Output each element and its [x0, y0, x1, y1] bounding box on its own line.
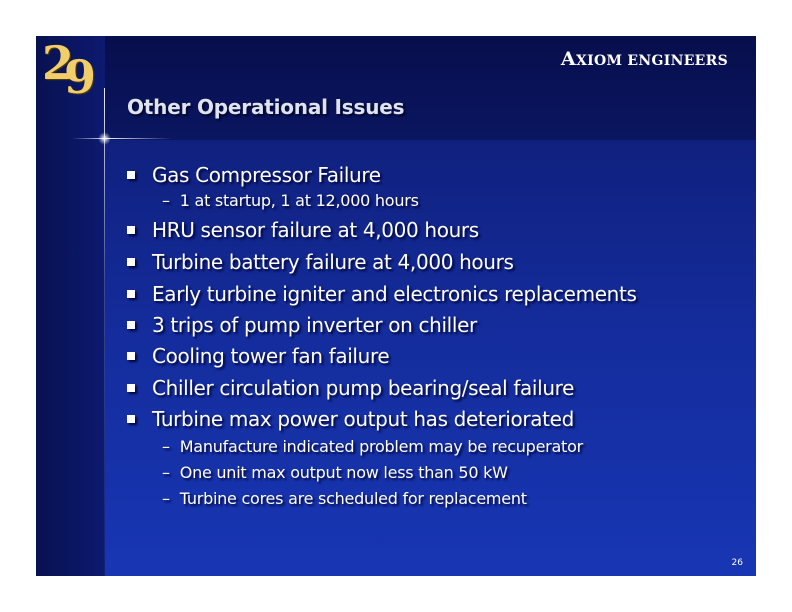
square-bullet-icon [127, 290, 135, 298]
square-bullet-icon [127, 258, 135, 266]
list-item [127, 218, 479, 242]
bullet-text: Early turbine igniter and electronics replacements [152, 282, 637, 306]
list-item [127, 313, 477, 337]
company-initial: A [560, 48, 576, 70]
logo-digit-9: 9 [64, 50, 97, 104]
list-item [127, 282, 637, 306]
bullet-text: Gas Compressor Failure [152, 163, 381, 187]
list-item [127, 344, 389, 368]
bullet-text: 3 trips of pump inverter on chiller [152, 313, 477, 337]
bullet-text: Cooling tower fan failure [152, 344, 390, 368]
square-bullet-icon [127, 415, 135, 423]
sub-bullet-text: 1 at startup, 1 at 12,000 hours [179, 191, 419, 210]
square-bullet-icon [127, 226, 135, 234]
slide [36, 36, 756, 576]
sub-list-item [162, 191, 419, 210]
page-number: 26 [731, 558, 743, 568]
sub-list-item [162, 463, 508, 482]
list-item [127, 250, 514, 274]
sub-list-item [162, 437, 583, 456]
dash-bullet-icon: – [162, 437, 170, 456]
sub-bullet-text: Manufacture indicated problem may be recuperator [179, 437, 583, 456]
bullet-text: HRU sensor failure at 4,000 hours [152, 218, 479, 242]
dash-bullet-icon: – [162, 463, 170, 482]
square-bullet-icon [127, 384, 135, 392]
list-item [127, 376, 574, 400]
slide-title: Other Operational Issues [127, 95, 405, 119]
square-bullet-icon [127, 171, 135, 179]
list-item [127, 163, 381, 187]
dash-bullet-icon: – [162, 191, 170, 210]
bullet-text: Turbine max power output has deteriorated [152, 407, 574, 431]
sub-bullet-text: Turbine cores are scheduled for replacement [179, 489, 527, 508]
square-bullet-icon [127, 321, 135, 329]
list-item [127, 407, 574, 431]
company-rest: XIOM ENGINEERS [575, 53, 728, 69]
bullet-text: Chiller circulation pump bearing/seal failure [152, 376, 575, 400]
bullet-list [36, 36, 756, 576]
square-bullet-icon [127, 352, 135, 360]
sub-list-item [162, 489, 527, 508]
logo-digit-2: 2 [42, 36, 75, 90]
sub-bullet-text: One unit max output now less than 50 kW [179, 463, 508, 482]
bullet-text: Turbine battery failure at 4,000 hours [152, 250, 514, 274]
dash-bullet-icon: – [162, 489, 170, 508]
